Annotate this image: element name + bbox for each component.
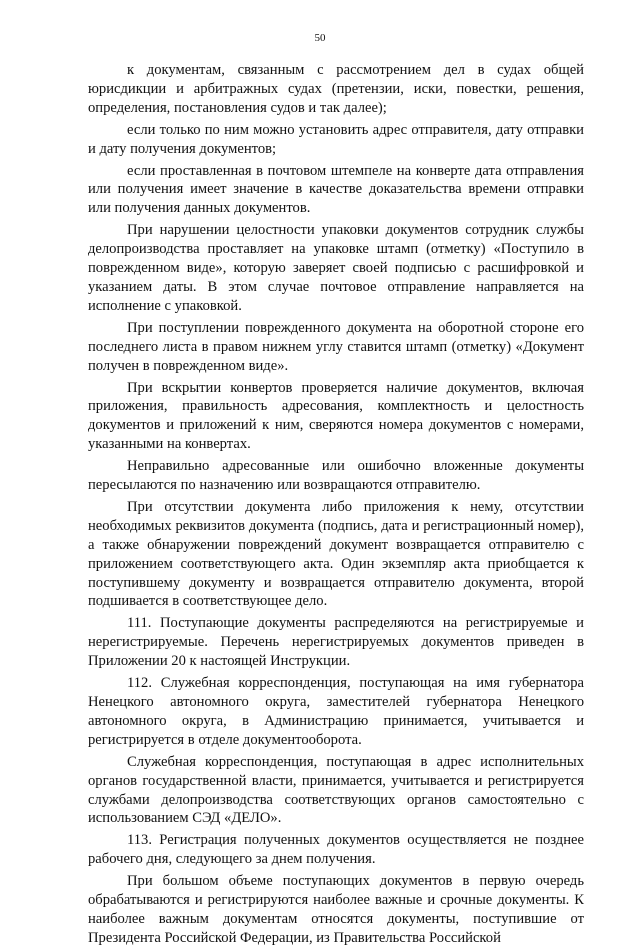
paragraph-clause-112: 112. Служебная корреспонденция, поступающая на имя губернатора Ненецкого автономного округа, заместителей губернатора Ненецкого автономного округа, в Администрацию принимается, учитывается и регистрируется в отделе документооборота. [88,675,584,748]
paragraph-damaged-document-stamp: При поступлении поврежденного документа на оборотной стороне его последнего листа в правом нижнем углу ставится штамп (отметку) «Документ получен в поврежденном виде». [88,319,584,374]
paragraph-clause-113: 113. Регистрация полученных документов осуществляется не позднее рабочего дня, следующего за днем получения. [88,832,584,868]
paragraph-missing-attachments: При отсутствии документа либо приложения к нему, отсутствии необходимых реквизитов документа (подпись, дата и регистрационный номер), а также обнаружении повреждений документ возвращается отправителю с приложением соответствующего акта. Один экземпляр акта приобщается к поступившему документу и возвращается отправителю документа, второй подшивается в соответствующее дело. [88,498,584,610]
paragraph-postmark-date-item: если проставленная в почтовом штемпеле на конверте дата отправления или получения имеет значение в качестве доказательства времени отправки или получения данных документов. [88,162,584,217]
paragraph-executive-bodies-correspondence: Служебная корреспонденция, поступающая в адрес исполнительных органов государственной власти, принимается, учитывается и регистрируется службами делопроизводства соответствующих органов самостоятельно с использованием СЭД «ДЕЛО». [88,753,584,827]
paragraph-misaddressed-documents: Неправильно адресованные или ошибочно вложенные документы пересылаются по назначению или возвращаются отправителю. [88,458,584,494]
page-number: 50 [314,32,326,44]
paragraph-sender-address-item: если только по ним можно установить адрес отправителя, дату отправки и дату получения документов; [88,121,584,157]
paragraph-damaged-packaging: При нарушении целостности упаковки документов сотрудник службы делопроизводства проставляет на упаковке штамп (отметку) «Поступило в поврежденном виде», которую заверяет своей подписью с расшифровкой и указанием даты. В этом случае почтовое отправление направляется на исполнение с упаковкой. [88,222,584,314]
document-body [88,61,584,951]
paragraph-envelope-check: При вскрытии конвертов проверяется наличие документов, включая приложения, правильность адресования, комплектность и целостность документов и приложений к ним, сверяются номера документов с номерами, указанными на конвертах. [88,379,584,453]
paragraph-priority-processing: При большом объеме поступающих документов в первую очередь обрабатываются и регистрируются наиболее важные и срочные документы. К наиболее важным документам относятся документы, поступившие от Президента Российской Федерации, из Правительства Российской [88,873,584,946]
paragraph-courts-list-item: к документам, связанным с рассмотрением дел в судах общей юрисдикции и арбитражных судах (претензии, иски, повестки, решения, определения, постановления судов и так далее); [88,62,584,116]
paragraph-clause-111: 111. Поступающие документы распределяются на регистрируемые и нерегистрируемые. Перечень нерегистрируемых документов приведен в Приложении 20 к настоящей Инструкции. [88,615,584,670]
